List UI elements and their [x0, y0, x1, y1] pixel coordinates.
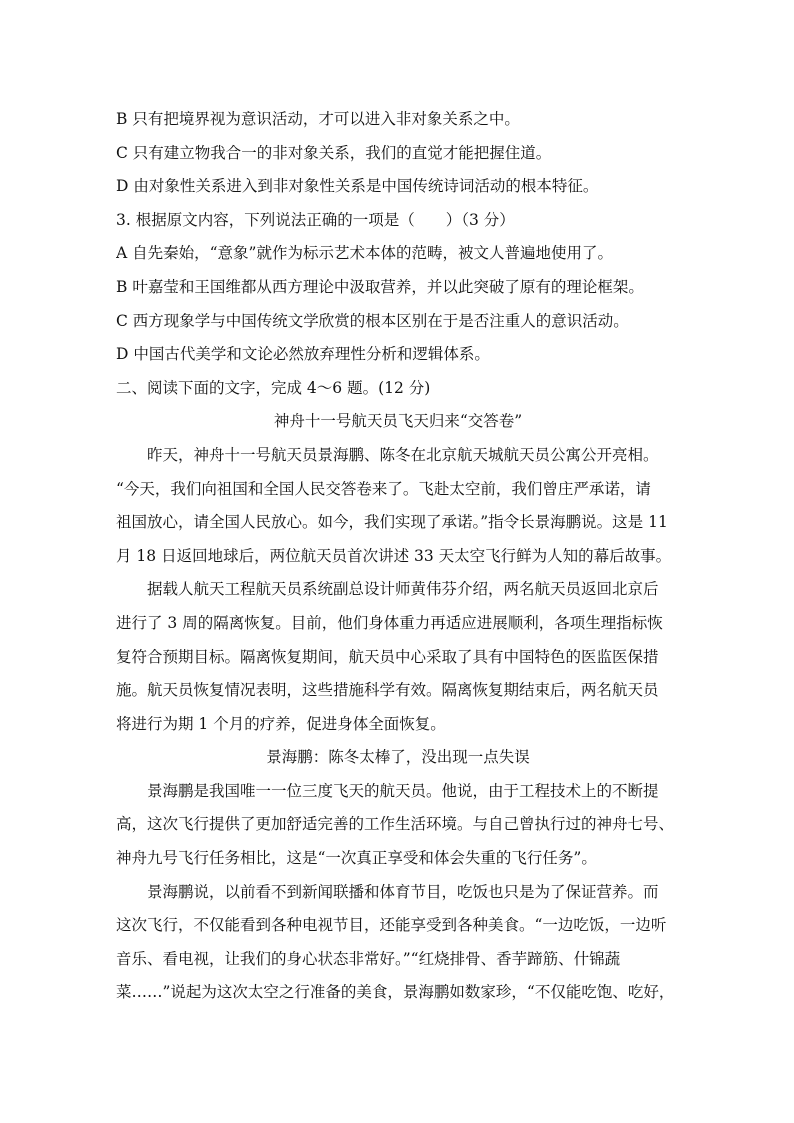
- paragraph-2-line-5: 将进行为期 1 个月的疗养，促进身体全面恢复。: [116, 714, 446, 733]
- paragraph-4-line-1: 景海鹏说，以前看不到新闻联播和体育节目，吃饭也只是为了保证营养。而: [147, 882, 659, 901]
- paragraph-3-line-1: 景海鹏是我国唯一一位三度飞天的航天员。他说，由于工程技术上的不断提: [147, 781, 659, 800]
- option-q2-c: C 只有建立物我合一的非对象关系，我们的直觉才能把握住道。: [116, 143, 552, 162]
- option-q2-b: B 只有把境界视为意识活动，才可以进入非对象关系之中。: [116, 110, 520, 128]
- paragraph-2-line-1: 据载人航天工程航天员系统副总设计师黄伟芬介绍，两名航天员返回北京后: [147, 580, 659, 599]
- question-3-stem: 3. 根据原文内容，下列说法正确的一项是（ ）（3 分）: [116, 210, 515, 229]
- paragraph-4-line-3: 音乐、看电视，让我们的身心状态非常好。”“红烧排骨、香芋蹄筋、什锦蔬: [116, 949, 621, 968]
- paragraph-2-line-2: 进行了 3 周的隔离恢复。目前，他们身体重力再适应进展顺利，各项生理指标恢: [116, 613, 663, 632]
- document-page: [116, 103, 680, 1010]
- paragraph-1-line-2: “今天，我们向祖国和全国人民交答卷来了。飞赴太空前，我们曾庄严承诺，请: [116, 479, 651, 498]
- option-q3-b: B 叶嘉莹和王国维都从西方理论中汲取营养，并以此突破了原有的理论框架。: [116, 277, 644, 296]
- paragraph-2-line-3: 复符合预期目标。隔离恢复期间，航天员中心采取了具有中国特色的医监医保措: [116, 647, 659, 666]
- paragraph-3-line-3: 神舟九号飞行任务相比，这是“一次真正享受和体会失重的飞行任务”。: [116, 849, 597, 868]
- paragraph-1-line-3: 祖国放心，请全国人民放心。如今，我们实现了承诺。”指令长景海鹏说。这是 11: [116, 513, 668, 532]
- option-q3-c: C 西方现象学与中国传统文学欣赏的根本区别在于是否注重人的意识活动。: [116, 311, 629, 330]
- option-q2-d: D 由对象性关系进入到非对象性关系是中国传统诗词活动的根本特征。: [116, 177, 599, 196]
- option-q3-d: D 中国古代美学和文论必然放弃理性分析和逻辑体系。: [116, 345, 490, 364]
- paragraph-4-line-4: 菜……”说起为这次太空之行准备的美食，景海鹏如数家珍，“不仅能吃饱、吃好，: [116, 983, 675, 1002]
- article-subheading: 景海鹏：陈冬太棒了，没出现一点失误: [266, 748, 530, 767]
- option-q3-a: A 自先秦始，“意象”就作为标示艺术本体的范畴，被文人普遍地使用了。: [116, 244, 613, 263]
- section-2-heading: 二、阅读下面的文字，完成 4～6 题。(12 分): [116, 378, 431, 397]
- paragraph-3-line-2: 高，这次飞行提供了更加舒适完善的工作生活环境。与自己曾执行过的神舟七号、: [116, 815, 675, 834]
- paragraph-4-line-2: 这次飞行，不仅能看到各种电视节目，还能享受到各种美食。“一边吃饭，一边听: [116, 916, 667, 935]
- paragraph-2-line-4: 施。航天员恢复情况表明，这些措施科学有效。隔离恢复期结束后，两名航天员: [116, 681, 659, 700]
- paragraph-1-line-4: 月 18 日返回地球后，两位航天员首次讲述 33 天太空飞行鲜为人知的幕后故事。: [116, 546, 672, 565]
- paragraph-1-line-1: 昨天，神舟十一号航天员景海鹏、陈冬在北京航天城航天员公寓公开亮相。: [147, 445, 659, 464]
- article-title: 神舟十一号航天员飞天归来“交答卷”: [273, 412, 523, 431]
